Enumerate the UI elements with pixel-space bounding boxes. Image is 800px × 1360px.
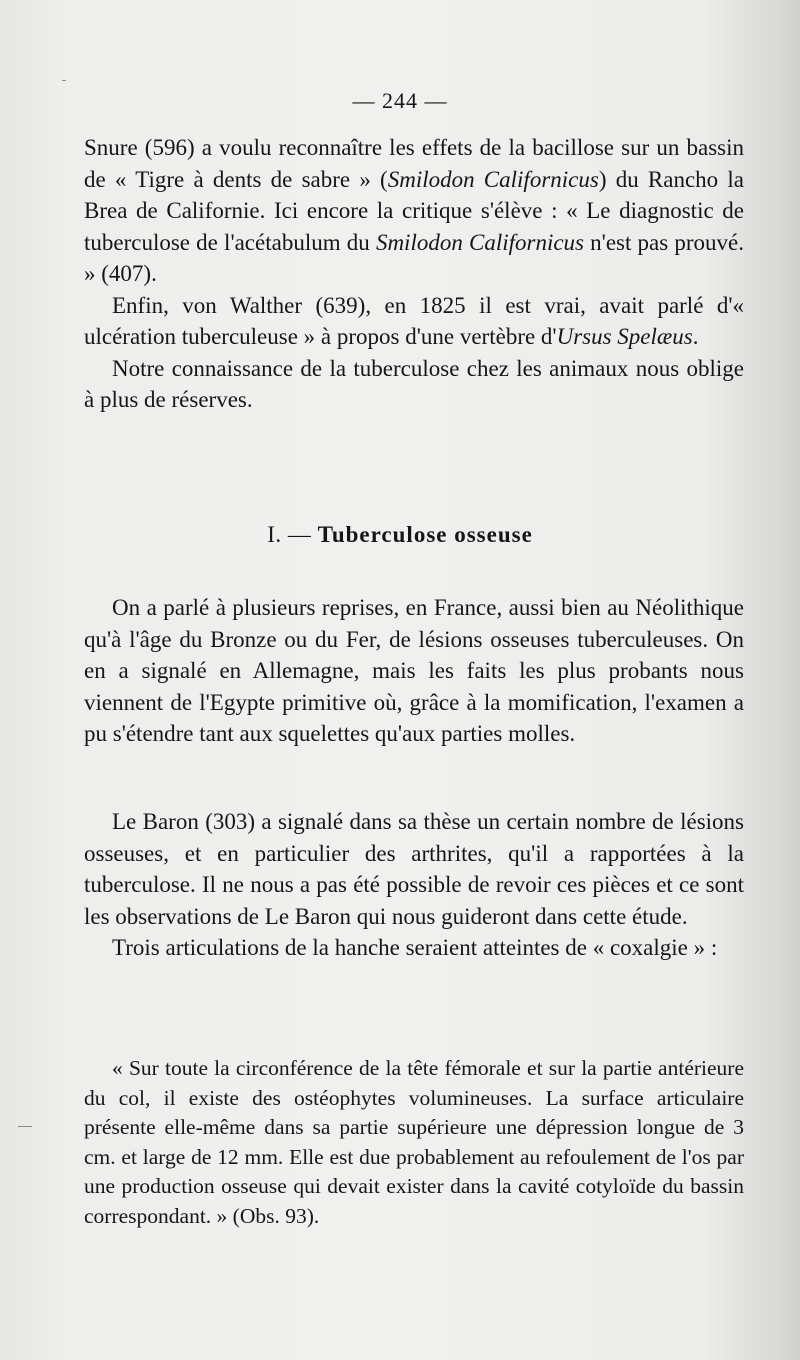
- page-number: — 244 —: [352, 88, 448, 113]
- margin-mark: [62, 80, 66, 81]
- paragraph-connaissance: Notre connaissance de la tuberculose chez les animaux nous oblige à plus de réserves.: [84, 355, 744, 412]
- section-title: Tuberculose osseuse: [317, 522, 533, 547]
- quotation-block: [84, 1054, 744, 1231]
- section-paragraph-1: [84, 592, 744, 750]
- species-name: Smilodon Californicus: [375, 229, 585, 255]
- section-number: I. —: [267, 522, 312, 547]
- quotation-obs-93: « Sur toute la circonférence de la tête fémorale et sur la partie antérieure du col, il existe des ostéophytes volumineuses. La surface articulaire présente elle-même dans sa partie supérieure une dépression longue de 3 cm. et large de 12 mm. Elle est due probablement au refoulement de l'os par une production osseuse qui devait exister dans la cavité cotyloïde du bassin correspondant. » (Obs. 93).: [84, 1056, 744, 1228]
- species-name: Smilodon Californicus: [387, 166, 599, 192]
- paragraph-le-baron: Le Baron (303) a signalé dans sa thèse un certain nombre de lésions osseuses, et en particulier des arthrites, qu'il a rapportées à la tuberculose. Il ne nous a pas été possible de revoir ces pièces et ce sont les observations de Le Baron qui nous guideront dans cette étude.: [84, 809, 744, 929]
- section-heading: [0, 522, 800, 548]
- paragraph-von-walther: Enfin, von Walther (639), en 1825 il est vrai, avait parlé d'« ulcération tuberculeuse » à propos d'une vertèbre d'Ursus Spelæus.: [84, 292, 744, 349]
- opening-paragraphs: [84, 132, 744, 416]
- species-name: Ursus Spelæus: [556, 324, 693, 349]
- section-paragraph-2: [84, 806, 744, 964]
- paragraph-coxalgie: Trois articulations de la hanche seraient atteintes de « coxalgie » :: [112, 935, 718, 960]
- paragraph-neolithique: On a parlé à plusieurs reprises, en France, aussi bien au Néolithique qu'à l'âge du Bronze ou du Fer, de lésions osseuses tuberculeuses. On en a signalé en Allemagne, mais les faits les plus probants nous viennent de l'Egypte primitive où, grâce à la momification, l'examen a pu s'étendre tant aux squelettes qu'aux parties molles.: [84, 595, 744, 746]
- paragraph-smilodon: Snure (596) a voulu reconnaître les effets de la bacillose sur un bassin de « Tigre à dents de sabre » (Smilodon Californicus) du Rancho la Brea de Californie. Ici encore la critique s'élève : « Le diagnostic de tuberculose de l'acétabulum du Smilodon Californicus n'est pas prouvé. » (407).: [84, 135, 744, 286]
- margin-mark: [18, 1126, 32, 1127]
